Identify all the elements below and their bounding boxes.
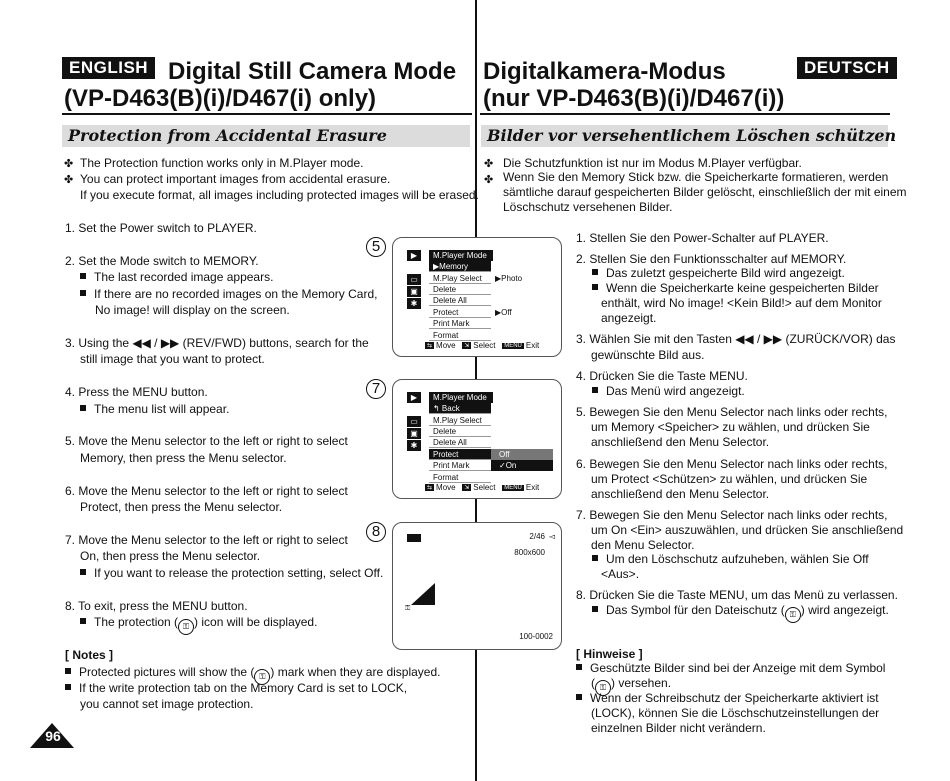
schritt-4: 4. Drücken Sie die Taste MENU. [576,369,748,383]
schritt-3-cont: gewünschte Bild aus. [591,348,705,362]
menu-item: Format [429,472,491,483]
intro-line: You can protect important images from accidental erasure. [80,172,391,186]
lock-icon: ⚿ [595,680,611,696]
schritt-6-cont: anschließend den Menu Selector. [591,487,770,501]
battery-icon [407,534,421,542]
menu-item: Format [429,330,491,341]
note-1: Protected pictures will show the ( ⚿ ) mark when they are displayed. [65,664,441,685]
title-rule-left [62,113,472,115]
submenu-on: ✓On [499,461,517,470]
title-rule-right [480,113,890,115]
lock-icon: ⚿ [178,619,194,635]
menu-item: Print Mark [429,460,491,471]
submenu-off: Off [491,449,553,460]
schritt-7-cont: um On <Ein> auszuwählen, und drücken Sie anschließend [591,523,904,537]
lock-icon: ⚿ [785,607,801,623]
step-8: 8. To exit, press the MENU button. [65,599,248,613]
schritt-7: 7. Bewegen Sie den Menu Selector nach links oder rechts, [576,508,888,522]
page-title-en-1: Digital Still Camera Mode [168,58,457,85]
section-title-en: Protection from Accidental Erasure [68,126,387,145]
step-7: 7. Move the Menu selector to the left or right to select [65,533,348,547]
menu-item: M.Play Select [429,415,491,426]
schritt-2-cont: enthält, wird No image! <Kein Bild!> auf dem Monitor [601,296,882,310]
step-6-cont: Protect, then press the Menu selector. [80,500,283,514]
schritt-3: 3. Wählen Sie mit den Tasten ◀◀ / ▶▶ (ZURÜCK/VOR) das [576,332,896,346]
intro-line: The Protection function works only in M.Player mode. [80,156,364,170]
menu-item: Delete All [429,295,491,306]
menu-item: Protect [429,449,491,460]
hinweis-2: Wenn der Schreibschutz der Speicherkarte aktiviert ist [576,690,879,706]
menu-header: M.Player Mode [429,250,493,261]
schritt-7-cont: <Aus>. [601,567,640,581]
schritt-6: 6. Bewegen Sie den Menu Selector nach links oder rechts, [576,457,888,471]
notes-title-en: [ Notes ] [65,648,113,662]
section-title-de: Bilder vor versehentlichem Löschen schützen [487,126,897,145]
play-mode-icon: ▶ [407,392,421,403]
lock-icon: ⚿ [254,669,270,685]
note-2: If the write protection tab on the Memory Card is set to LOCK, [65,680,407,696]
section-bar-de [481,125,897,147]
gear-icon: ✱ [407,298,421,309]
step-5-marker: 5 [366,237,386,257]
step-8-marker: 8 [366,522,386,542]
step-1: 1. Set the Power switch to PLAYER. [65,221,257,235]
menu-item: Delete [429,284,491,295]
step-6: 6. Move the Menu selector to the left or right to select [65,484,348,498]
schritt-7-cont: den Menu Selector. [591,538,695,552]
image-counter: 2/46 [529,532,545,541]
intro-line: If you execute format, all images including protected images will be erased. [80,188,479,202]
lang-badge-english: ENGLISH [62,57,155,79]
page-title-de-2: (nur VP-D463(B)(i)/D467(i)) [483,85,785,112]
lcd-screen-5 [392,237,562,357]
step-4: 4. Press the MENU button. [65,385,208,399]
intro-line-de: sämtliche darauf gespeicherten Bilder gelöscht, einschließlich der mit einem [503,185,907,199]
protect-submenu [491,449,553,471]
cross-bullet-icon: ✤ [64,174,74,186]
hinweis-2-cont: (LOCK), können Sie die Löschschutzeinstellungen der [591,706,880,720]
step-2-bullet: If there are no recorded images on the Memory Card, [80,286,377,302]
menu-item: Delete All [429,437,491,448]
memory-icon: ▭ [407,416,421,427]
schritt-4-bullet: Das Menü wird angezeigt. [592,383,745,399]
memory-icon: ▭ [407,274,421,285]
step-2: 2. Set the Mode switch to MEMORY. [65,254,259,268]
play-mode-icon: ▶ [407,250,421,261]
schritt-8-bullet: Das Symbol für den Dateischutz ( ⚿ ) wird angezeigt. [592,602,889,623]
step-2-cont: No image! will display on the screen. [95,303,290,317]
cross-bullet-icon: ✤ [484,174,494,186]
hinweis-1-cont: ( ⚿ ) versehen. [591,675,671,696]
step-7-marker: 7 [366,379,386,399]
step-3: 3. Using the ◀◀ / ▶▶ (REV/FWD) buttons, search for the [65,336,369,350]
schritt-1: 1. Stellen Sie den Power-Schalter auf PLAYER. [576,231,829,245]
schritt-5-cont: anschließend den Menu Selector. [591,435,770,449]
camera-icon: ▣ [407,286,421,297]
lock-icon: ⚿ [405,605,411,612]
schritt-2-bullet: Wenn die Speicherkarte keine gespeicherten Bilder [592,280,879,296]
step-5: 5. Move the Menu selector to the left or right to select [65,434,348,448]
cross-bullet-icon: ✤ [64,158,74,170]
menu-item: M.Play Select [429,273,491,284]
lang-badge-deutsch: DEUTSCH [797,57,897,79]
schritt-8: 8. Drücken Sie die Taste MENU, um das Menü zu verlassen. [576,588,898,602]
menu-footer: ⇆ Move ⇲ Select MENU Exit [427,341,540,350]
note-2-cont: you cannot set image protection. [80,697,254,711]
schritt-2-bullet: Das zuletzt gespeicherte Bild wird angezeigt. [592,265,845,281]
schritt-2-cont: angezeigt. [601,311,657,325]
schritt-5-cont: um Memory <Speicher> zu wählen, und drücken Sie [591,420,870,434]
menu-item: Protect [429,307,491,318]
page-number: 96 [45,728,61,744]
menu-value: ▶Photo [495,274,523,283]
hinweis-2-cont: einzelnen Bilder nicht verändern. [591,721,766,735]
gear-icon: ✱ [407,440,421,451]
step-7-cont: On, then press the Menu selector. [80,549,261,563]
page-title-en-2: (VP-D463(B)(i)/D467(i) only) [64,85,377,112]
lcd-screen-7 [392,379,562,499]
menu-value: ▶Off [495,308,512,317]
camera-icon: ▣ [407,428,421,439]
step-8-bullet: The protection ( ⚿ ) icon will be displayed. [80,614,317,635]
schritt-7-bullet: Um den Löschschutz aufzuheben, wählen Sie Off [592,551,869,567]
step-2-bullet: The last recorded image appears. [80,269,273,285]
notes-title-de: [ Hinweise ] [576,647,643,661]
menu-item: ▶Memory [429,261,491,272]
cross-bullet-icon: ✤ [484,158,494,170]
page-title-de-1: Digitalkamera-Modus [483,58,726,85]
file-number: 100-0002 [519,632,553,641]
image-resolution: 800x600 [514,548,545,557]
card-icon: ◅ [548,532,555,541]
hinweis-1: Geschützte Bilder sind bei der Anzeige mit dem Symbol [576,660,885,676]
schritt-6-cont: um Protect <Schützen> zu wählen, und drücken Sie [591,472,868,486]
menu-footer: ⇆ Move ⇲ Select MENU Exit [427,483,540,492]
step-7-bullet: If you want to release the protection setting, select Off. [80,565,383,581]
step-5-cont: Memory, then press the Menu selector. [80,451,287,465]
intro-line-de: Wenn Sie den Memory Stick bzw. die Speicherkarte formatieren, werden [503,170,889,184]
menu-header: M.Player Mode [429,392,493,403]
menu-item: Delete [429,426,491,437]
intro-line-de: Die Schutzfunktion ist nur im Modus M.Player verfügbar. [503,156,802,170]
menu-item: ↰ Back [429,403,491,414]
menu-item: Print Mark [429,318,491,329]
intro-line-de: Löschschutz versehenen Bilder. [503,200,673,214]
step-4-bullet: The menu list will appear. [80,401,229,417]
lcd-screen-8 [392,522,562,650]
schritt-5: 5. Bewegen Sie den Menu Selector nach links oder rechts, [576,405,888,419]
protect-arrow-icon [411,583,435,605]
schritt-2: 2. Stellen Sie den Funktionsschalter auf MEMORY. [576,252,847,266]
section-bar-en [62,125,470,147]
step-3-cont: still image that you want to protect. [80,352,265,366]
